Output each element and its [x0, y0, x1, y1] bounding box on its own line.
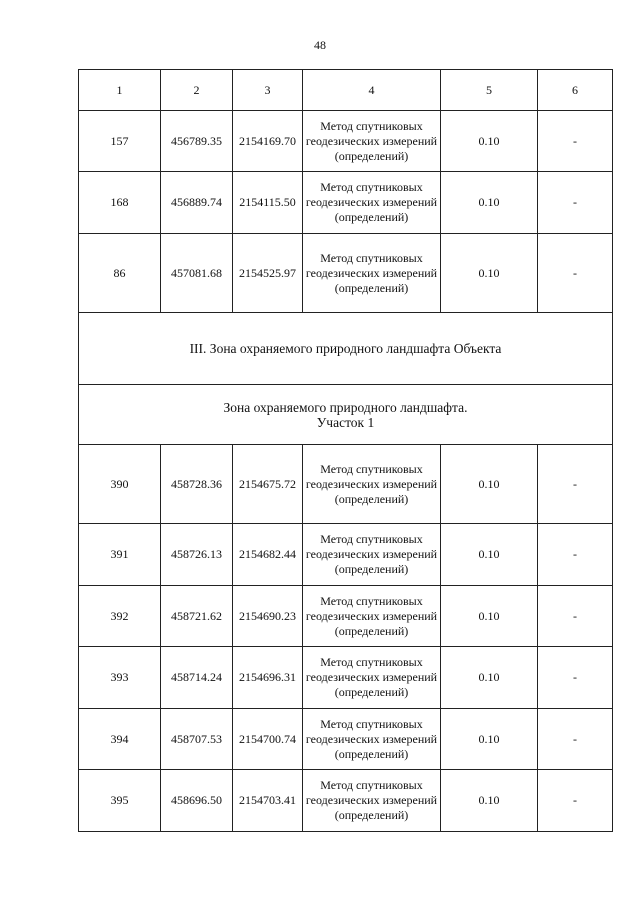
point-number-cell: 391 — [79, 524, 161, 586]
table-row — [79, 586, 613, 647]
accuracy-cell: 0.10 — [441, 647, 538, 709]
y-coordinate-cell: 2154525.97 — [233, 234, 303, 313]
x-coordinate-cell: 458707.53 — [161, 709, 233, 770]
header-row — [79, 70, 613, 111]
x-coordinate-cell: 456889.74 — [161, 172, 233, 234]
col-header-note: 6 — [538, 70, 613, 111]
table-row — [79, 172, 613, 234]
col-header-method: 4 — [303, 70, 441, 111]
table-row — [79, 524, 613, 586]
note-cell: - — [538, 709, 613, 770]
y-coordinate-cell: 2154690.23 — [233, 586, 303, 647]
method-cell: Метод спутниковых геодезических измерений (определений) — [303, 709, 441, 770]
section-heading-line: Участок 1 — [316, 414, 375, 430]
section-heading-line: Зона охраняемого природного ландшафта. — [223, 399, 468, 415]
y-coordinate-cell: 2154115.50 — [233, 172, 303, 234]
table-body — [79, 111, 613, 832]
point-number-cell: 168 — [79, 172, 161, 234]
note-cell: - — [538, 647, 613, 709]
y-coordinate-cell: 2154703.41 — [233, 770, 303, 832]
accuracy-cell: 0.10 — [441, 524, 538, 586]
section-heading — [79, 313, 613, 385]
y-coordinate-cell: 2154169.70 — [233, 111, 303, 172]
coordinates-table — [78, 69, 613, 832]
page-number: 48 — [314, 38, 326, 52]
point-number-cell: 395 — [79, 770, 161, 832]
method-cell: Метод спутниковых геодезических измерений (определений) — [303, 586, 441, 647]
x-coordinate-cell: 458728.36 — [161, 445, 233, 524]
section-row — [79, 313, 613, 385]
section-heading — [79, 385, 613, 445]
x-coordinate-cell: 456789.35 — [161, 111, 233, 172]
note-cell: - — [538, 445, 613, 524]
table-row — [79, 111, 613, 172]
point-number-cell: 392 — [79, 586, 161, 647]
accuracy-cell: 0.10 — [441, 445, 538, 524]
x-coordinate-cell: 458726.13 — [161, 524, 233, 586]
point-number-cell: 393 — [79, 647, 161, 709]
y-coordinate-cell: 2154700.74 — [233, 709, 303, 770]
point-number-cell: 157 — [79, 111, 161, 172]
method-cell: Метод спутниковых геодезических измерений (определений) — [303, 172, 441, 234]
note-cell: - — [538, 770, 613, 832]
section-row — [79, 385, 613, 445]
method-cell: Метод спутниковых геодезических измерений (определений) — [303, 234, 441, 313]
method-cell: Метод спутниковых геодезических измерений (определений) — [303, 445, 441, 524]
point-number-cell: 390 — [79, 445, 161, 524]
method-cell: Метод спутниковых геодезических измерений (определений) — [303, 770, 441, 832]
y-coordinate-cell: 2154696.31 — [233, 647, 303, 709]
accuracy-cell: 0.10 — [441, 111, 538, 172]
y-coordinate-cell: 2154682.44 — [233, 524, 303, 586]
accuracy-cell: 0.10 — [441, 586, 538, 647]
table-row — [79, 234, 613, 313]
y-coordinate-cell: 2154675.72 — [233, 445, 303, 524]
method-cell: Метод спутниковых геодезических измерений (определений) — [303, 647, 441, 709]
x-coordinate-cell: 458696.50 — [161, 770, 233, 832]
note-cell: - — [538, 234, 613, 313]
col-header-y: 3 — [233, 70, 303, 111]
note-cell: - — [538, 524, 613, 586]
note-cell: - — [538, 172, 613, 234]
accuracy-cell: 0.10 — [441, 709, 538, 770]
col-header-accuracy: 5 — [441, 70, 538, 111]
section-heading-line: III. Зона охраняемого природного ландшафта Объекта — [189, 341, 502, 356]
note-cell: - — [538, 586, 613, 647]
note-cell: - — [538, 111, 613, 172]
point-number-cell: 394 — [79, 709, 161, 770]
table-row — [79, 445, 613, 524]
point-number-cell: 86 — [79, 234, 161, 313]
col-header-x: 2 — [161, 70, 233, 111]
table-row — [79, 709, 613, 770]
accuracy-cell: 0.10 — [441, 234, 538, 313]
x-coordinate-cell: 457081.68 — [161, 234, 233, 313]
table-row — [79, 770, 613, 832]
x-coordinate-cell: 458721.62 — [161, 586, 233, 647]
col-header-number: 1 — [79, 70, 161, 111]
accuracy-cell: 0.10 — [441, 172, 538, 234]
x-coordinate-cell: 458714.24 — [161, 647, 233, 709]
accuracy-cell: 0.10 — [441, 770, 538, 832]
method-cell: Метод спутниковых геодезических измерений (определений) — [303, 111, 441, 172]
table-row — [79, 647, 613, 709]
method-cell: Метод спутниковых геодезических измерений (определений) — [303, 524, 441, 586]
